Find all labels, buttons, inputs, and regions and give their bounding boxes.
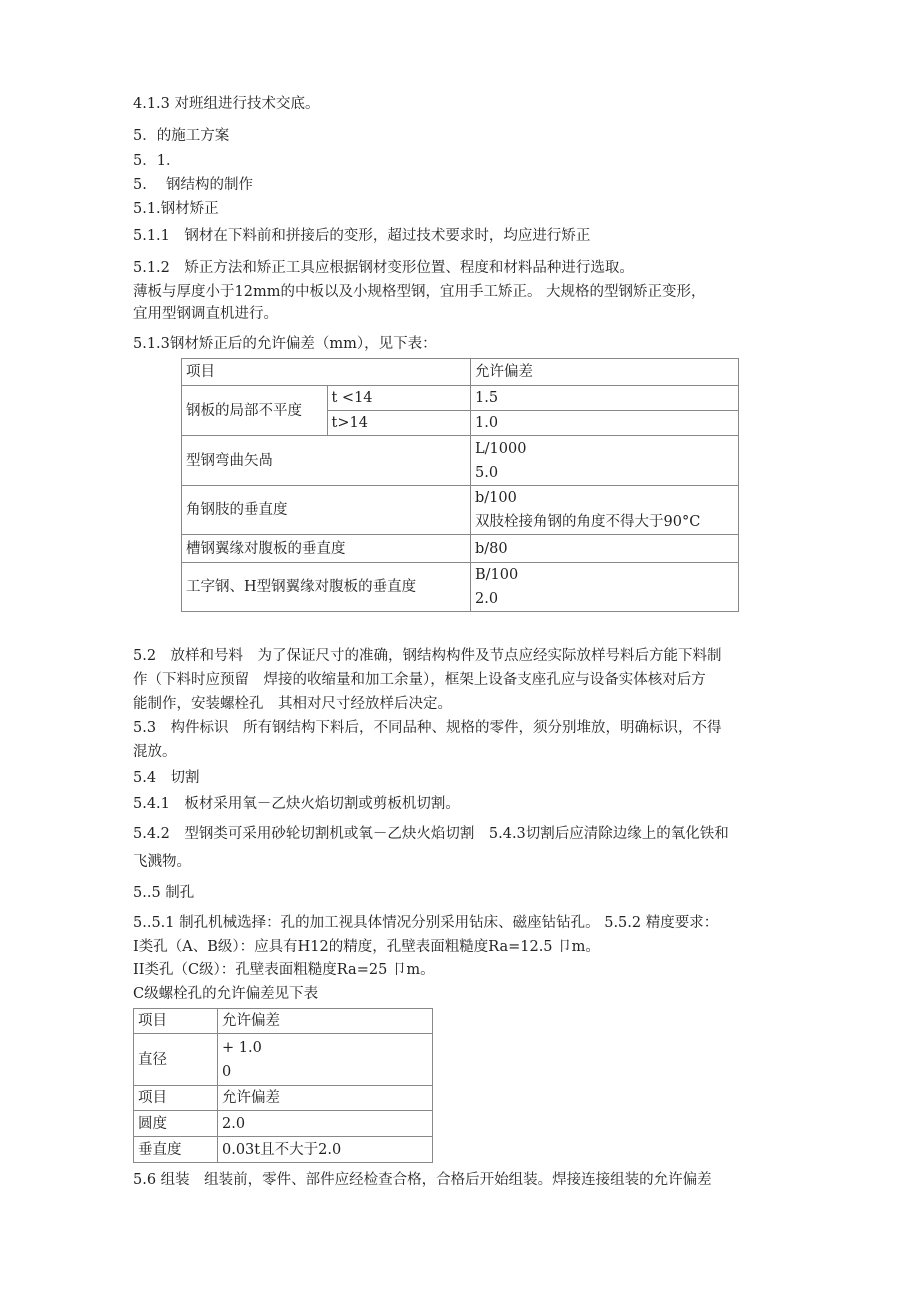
header-deviation: 允许偏差 (471, 359, 739, 386)
row-channel-flange: 槽钢翼缘对腹板的垂直度 (182, 535, 471, 563)
steel-correction-table (181, 358, 739, 612)
table-row (182, 486, 739, 535)
line-straightener: 宜用型钢调直机进行。 (133, 306, 278, 322)
header-deviation: 允许偏差 (218, 1009, 433, 1034)
line-5-4-2-cont: 飞溅物。 (133, 854, 191, 870)
table-row (134, 1111, 433, 1137)
row-angle-leg: 角钢肢的垂直度 (182, 486, 471, 535)
line-4-1-3: 4.1.3 对班组进行技术交底。 (133, 96, 320, 112)
row-perpendicularity: 垂直度 (134, 1137, 218, 1163)
line-5-1-2: 5.1.2 矫正方法和矫正工具应根据钢材变形位置、程度和材料品种进行选取。 (133, 260, 634, 276)
val-gt14: 1.0 (471, 411, 739, 436)
row-plate-flatness: 钢板的局部不平度 (182, 386, 328, 436)
val-angle-leg: b/100 双肢栓接角钢的角度不得大于90°C (471, 486, 739, 535)
line-thin-plate: 薄板与厚度小于12mm的中板以及小规格型钢，宜用手工矫正。 大规格的型钢矫正变形， (133, 284, 706, 300)
line-class-1-hole: I类孔（A、B级）：应具有H12的精度，孔壁表面粗糙度Ra=12.5 卩m。 (133, 939, 600, 955)
row-diameter: 直径 (134, 1034, 218, 1086)
val-section-bending: L/1000 5.0 (471, 436, 739, 486)
val-roundness: 2.0 (218, 1111, 433, 1137)
line-5-2: 5.2 放样和号料 为了保证尺寸的准确，钢结构构件及节点应经实际放样号料后方能下料制 (133, 648, 722, 664)
table-row (182, 535, 739, 563)
line-5-1-3: 5.1.3钢材矫正后的允许偏差（mm），见下表： (133, 336, 437, 352)
val-diameter: + 1.0 0 (218, 1034, 433, 1086)
table-row (182, 563, 739, 612)
header-item: 项目 (134, 1009, 218, 1034)
row-i-beam-flange: 工字钢、H型钢翼缘对腹板的垂直度 (182, 563, 471, 612)
table-row (182, 359, 739, 386)
line-class-2-hole: II类孔（C级）：孔壁表面粗糙度Ra=25 卩m。 (133, 962, 435, 978)
line-5-2-cont2: 能制作，安装螺栓孔 其相对尺寸经放样后决定。 (133, 696, 452, 712)
header-item: 项目 (182, 359, 471, 386)
table-row (134, 1034, 433, 1086)
line-5-6: 5.6 组装 组装前，零件、部件应经检查合格，合格后开始组装。焊接连接组装的允许偏差 (133, 1172, 712, 1188)
line-5-4-2: 5.4.2 型钢类可采用砂轮切割机或氧－乙炔火焰切割 5.4.3切割后应清除边缘上的氧化铁和 (133, 826, 729, 842)
val-channel-flange: b/80 (471, 535, 739, 563)
line-5-1-1: 5.1.1 钢材在下料前和拼接后的变形，超过技术要求时，均应进行矫正 (133, 228, 591, 244)
val-lt14: 1.5 (471, 386, 739, 411)
table-row (134, 1009, 433, 1034)
line-5-title: 5．的施工方案 (133, 128, 230, 144)
line-5-5: 5..5 制孔 (133, 885, 195, 901)
line-5-2-cont1: 作（下料时应预留 焊接的收缩量和加工余量），框架上设备支座孔应与设备实体核对后方 (133, 672, 706, 688)
cond-gt14: t>14 (327, 411, 471, 436)
val-deviation-repeat: 允许偏差 (218, 1086, 433, 1111)
row-roundness: 圆度 (134, 1111, 218, 1137)
line-5-4-1: 5.4.1 板材采用氧－乙炔火焰切割或剪板机切割。 (133, 796, 460, 812)
line-5-steel: 5. 钢结构的制作 (133, 177, 253, 193)
line-5-3: 5.3 构件标识 所有钢结构下料后，不同品种、规格的零件，须分别堆放，明确标识，不得 (133, 720, 722, 736)
line-5-1: 5．1． (133, 153, 181, 169)
val-i-beam-flange: B/100 2.0 (471, 563, 739, 612)
line-5-1-heading: 5.1.钢材矫正 (133, 201, 219, 217)
row-item-repeat: 项目 (134, 1086, 218, 1111)
line-5-3-cont: 混放。 (133, 744, 177, 760)
line-c-bolt-caption: C级螺栓孔的允许偏差见下表 (133, 986, 319, 1002)
line-5-4: 5.4 切割 (133, 770, 200, 786)
bolt-hole-table (133, 1008, 433, 1163)
line-5-5-1: 5..5.1 制孔机械选择：孔的加工视具体情况分别采用钻床、磁座钻钻孔。 5.5.2 精度要求： (133, 915, 719, 931)
val-perpendicularity: 0.03t且不大于2.0 (218, 1137, 433, 1163)
cond-lt14: t <14 (327, 386, 471, 411)
row-section-bending: 型钢弯曲矢咼 (182, 436, 471, 486)
table-row (182, 386, 739, 411)
table-row (182, 436, 739, 486)
table-row (134, 1137, 433, 1163)
table-row (134, 1086, 433, 1111)
